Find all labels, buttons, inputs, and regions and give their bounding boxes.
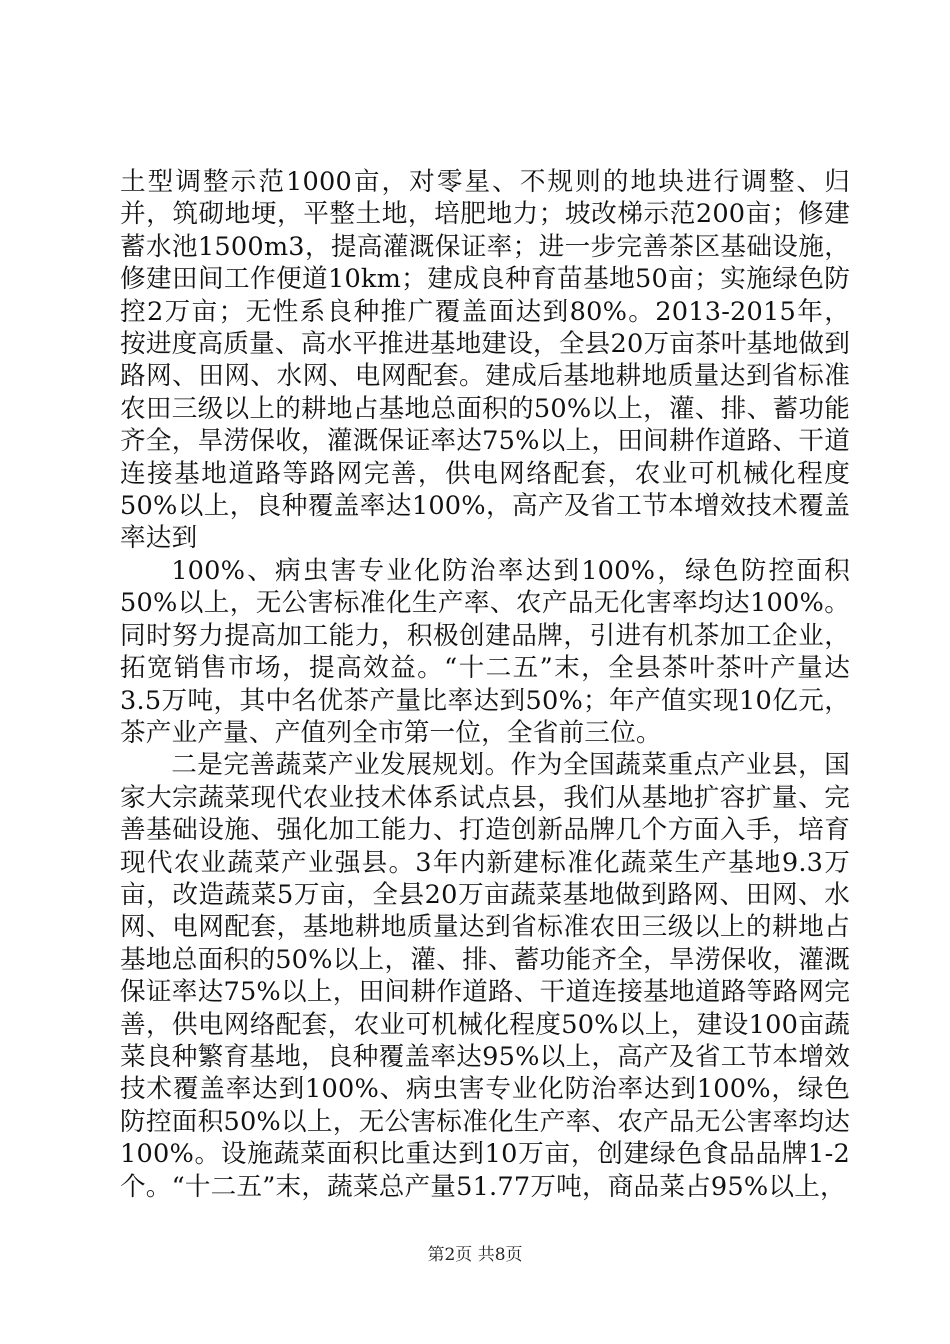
- paragraph-tea-targets: 100%、病虫害专业化防治率达到100%，绿色防控面积50%以上，无公害标准化生产率、农产品无化害率均达100%。同时努力提高加工能力，积极创建品牌，引进有机茶加工企业，拓宽销售市场，提高效益。“十二五”末，全县茶叶茶叶产量达3.5万吨，其中名优茶产量比率达到50%；年产值实现10亿元，茶产业产量、产值列全市第一位，全省前三位。: [120, 555, 850, 748]
- paragraph-tea-base-continued: 土型调整示范1000亩，对零星、不规则的地块进行调整、归并，筑砌地埂，平整土地，培肥地力；坡改梯示范200亩；修建蓄水池1500m3，提高灌溉保证率；进一步完善茶区基础设施，修建田间工作便道10km；建成良种育苗基地50亩；实施绿色防控2万亩；无性系良种推广覆盖面达到80%。2013-2015年，按进度高质量、高水平推进基地建设，全县20万亩茶叶基地做到路网、田网、水网、电网配套。建成后基地耕地质量达到省标准农田三级以上的耕地占基地总面积的50%以上，灌、排、蓄功能齐全，旱涝保收，灌溉保证率达75%以上，田间耕作道路、干道连接基地道路等路网完善，供电网络配套，农业可机械化程度50%以上，良种覆盖率达100%，高产及省工节本增效技术覆盖率达到: [120, 167, 850, 554]
- page-number-footer: 第2页 共8页: [427, 1245, 523, 1265]
- document-body: [120, 166, 850, 1203]
- paragraph-vegetable-plan: 二是完善蔬菜产业发展规划。作为全国蔬菜重点产业县，国家大宗蔬菜现代农业技术体系试点县，我们从基地扩容扩量、完善基础设施、强化加工能力、打造创新品牌几个方面入手，培育现代农业蔬菜产业强县。3年内新建标准化蔬菜生产基地9.3万亩，改造蔬菜5万亩，全县20万亩蔬菜基地做到路网、田网、水网、电网配套，基地耕地质量达到省标准农田三级以上的耕地占基地总面积的50%以上，灌、排、蓄功能齐全，旱涝保收，灌溉保证率达75%以上，田间耕作道路、干道连接基地道路等路网完善，供电网络配套，农业可机械化程度50%以上，建设100亩蔬菜良种繁育基地，良种覆盖率达95%以上，高产及省工节本增效技术覆盖率达到100%、病虫害专业化防治率达到100%，绿色防控面积50%以上，无公害标准化生产率、农产品无公害率均达100%。设施蔬菜面积比重达到10万亩，创建绿色食品品牌1-2个。“十二五”末，蔬菜总产量51.77万吨，商品菜占95%以上，: [120, 750, 850, 1202]
